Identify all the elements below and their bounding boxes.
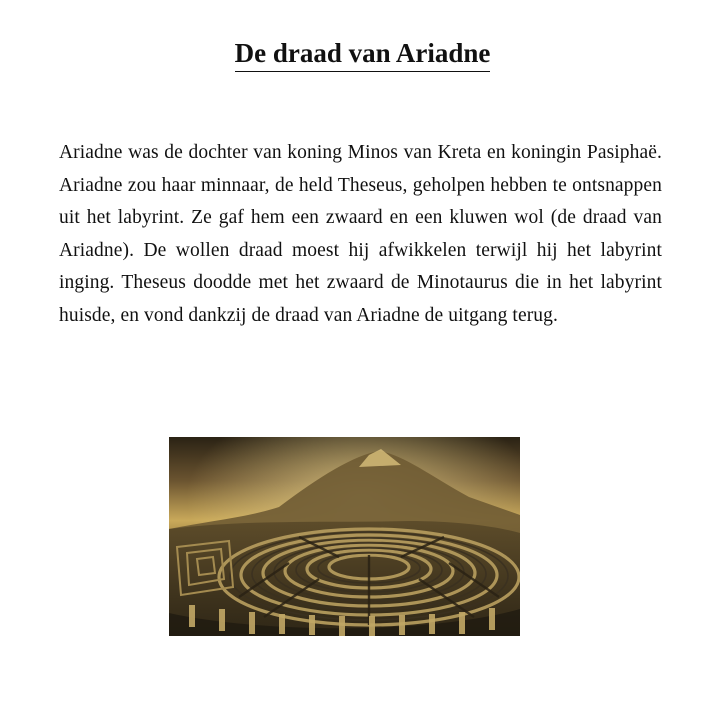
labyrinth-image: [169, 437, 520, 636]
intro-paragraph: Ariadne was de dochter van koning Minos van Kreta en koningin Pasiphaë. Ariadne zou haar minnaar, de held Theseus, geholpen hebben te ontsnappen uit het labyrint. Ze gaf hem een zwaard en een kluwen wol (de draad van Ariadne). De wollen draad moest hij afwikkelen terwijl hij het labyrint inging. Theseus doodde met het zwaard de Minotaurus die in het labyrint huisde, en vond dankzij de draad van Ariadne de uitgang terug.: [59, 142, 662, 326]
title-container: [0, 36, 725, 72]
page-title: De draad van Ariadne: [235, 36, 491, 72]
